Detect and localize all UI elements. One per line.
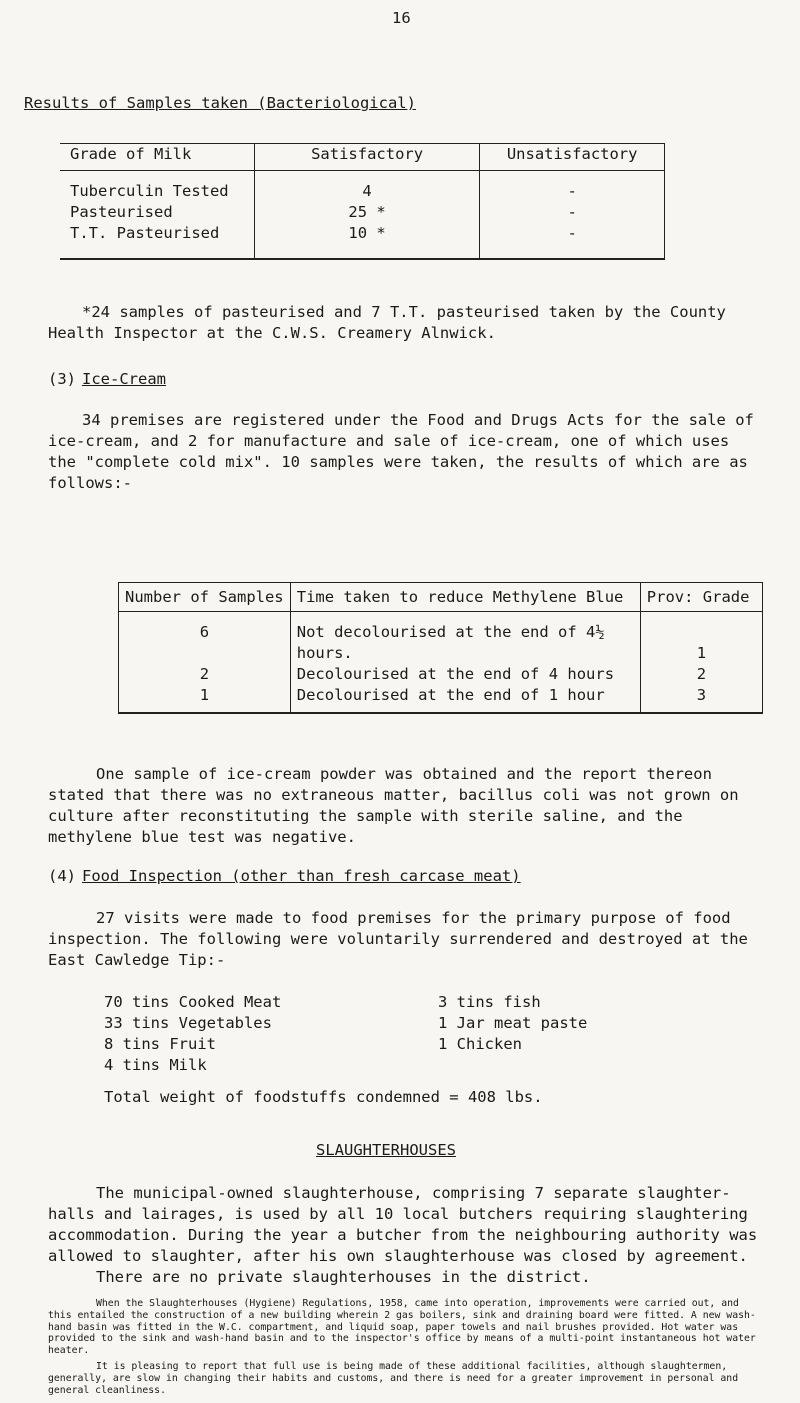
list-item: 70 tins Cooked Meat [104,993,282,1011]
column-header: Number of Samples [119,583,291,612]
condemned-items-right [438,992,587,1055]
list-item: 1 Jar meat paste [438,1014,588,1032]
table-row [119,685,763,713]
table-cell: Decolourised at the end of 4 hours [290,664,640,685]
slaughterhouse-paragraph: It is pleasing to report that full use is being made of these additional facilities, although slaughtermen, generally, are slow in changing their habits and customs, and there is need for a greater improvement in personal and general cleanliness. [48,1361,739,1396]
list-item: 3 tins fish [438,993,541,1011]
table-header-row [60,144,665,171]
table-cell: - [480,171,665,203]
list-item: 1 Chicken [438,1035,522,1053]
table-cell: - [480,202,665,223]
column-header: Satisfactory [254,144,479,171]
ice-cream-intro: 34 premises are registered under the Food and Drugs Acts for the sale of ice-cream, and 2 for manufacture and sale of ice-cream, one of which uses the "complete cold mix". 10 samples were taken, the results of which are as follows:- [48,411,754,492]
slaughterhouse-paragraph: When the Slaughterhouses (Hygiene) Regulations, 1958, came into operation, improvements were carried out, and this entailed the construction of a new building wherein 2 gas boilers, sink and draining board were fitted. A new wash-hand basin was fitted in the W.C. compartment, and liquid soap, paper towels and nail brushes provided. Hot water was provided to the sink and wash-hand basin and to the inspector's office by means of a multi-point instantaneous hot water heater. [48,1298,756,1357]
table-cell: 4 [254,171,479,203]
table-row [119,612,763,665]
column-header: Prov: Grade [640,583,762,612]
table-cell: Decolourised at the end of 1 hour [290,685,640,713]
table-cell: Pasteurised [70,203,173,221]
total-condemned: Total weight of foodstuffs condemned = 408 lbs. [104,1088,543,1106]
table-header-row [119,583,763,612]
table-row [60,202,665,223]
slaughterhouses-heading: SLAUGHTERHOUSES [316,1141,456,1159]
list-item: 33 tins Vegetables [104,1014,272,1032]
column-header: Time taken to reduce Methylene Blue [290,583,640,612]
ice-cream-table [118,582,763,714]
table-row [119,664,763,685]
table-cell: 10 * [254,223,479,259]
list-item: 4 tins Milk [104,1056,207,1074]
table-cell: 3 [640,685,762,713]
table-cell: 6 [119,612,291,665]
table-cell: - [480,223,665,259]
table-cell: Tuberculin Tested [70,182,229,200]
results-heading: Results of Samples taken (Bacteriological) [24,94,416,112]
milk-footnote: *24 samples of pasteurised and 7 T.T. pasteurised taken by the County Health Inspector at the C.W.S. Creamery Alnwick. [48,303,726,342]
table-cell: Not decolourised at the end of 4½ hours. [290,612,640,665]
table-cell: 1 [119,685,291,713]
condemned-items-left [104,992,281,1076]
list-item: 8 tins Fruit [104,1035,216,1053]
ice-cream-powder-note: One sample of ice-cream powder was obtained and the report thereon stated that there was no extraneous matter, bacillus coli was not grown on culture after reconstituting the sample with sterile saline, and the methylene blue test was negative. [48,765,739,846]
slaughterhouse-paragraph: The municipal-owned slaughterhouse, comprising 7 separate slaughter-halls and lairages, is used by all 10 local butchers requiring slaughtering accommodation. During the year a butcher from the neighbouring authority was allowed to slaughter, after his own slaughterhouse was closed by agreement. [48,1184,758,1265]
section-number: (4) [48,867,76,885]
table-cell: 1 [640,612,762,665]
table-cell: T.T. Pasteurised [60,223,254,259]
column-header: Unsatisfactory [480,144,665,171]
food-inspection-heading: Food Inspection (other than fresh carcase meat) [82,867,521,885]
slaughterhouse-paragraph: There are no private slaughterhouses in the district. [96,1268,591,1286]
column-header: Grade of Milk [60,144,254,171]
section-number: (3) [48,370,76,388]
table-row [60,171,665,203]
table-cell: 25 * [254,202,479,223]
food-inspection-intro: 27 visits were made to food premises for the primary purpose of food inspection. The following were voluntarily surrendered and destroyed at the East Cawledge Tip:- [48,909,748,969]
table-row [60,223,665,259]
table-cell: 2 [119,664,291,685]
page-number: 16 [392,9,411,27]
ice-cream-heading: Ice-Cream [82,370,166,388]
table-cell: 2 [640,664,762,685]
milk-results-table [60,143,665,260]
